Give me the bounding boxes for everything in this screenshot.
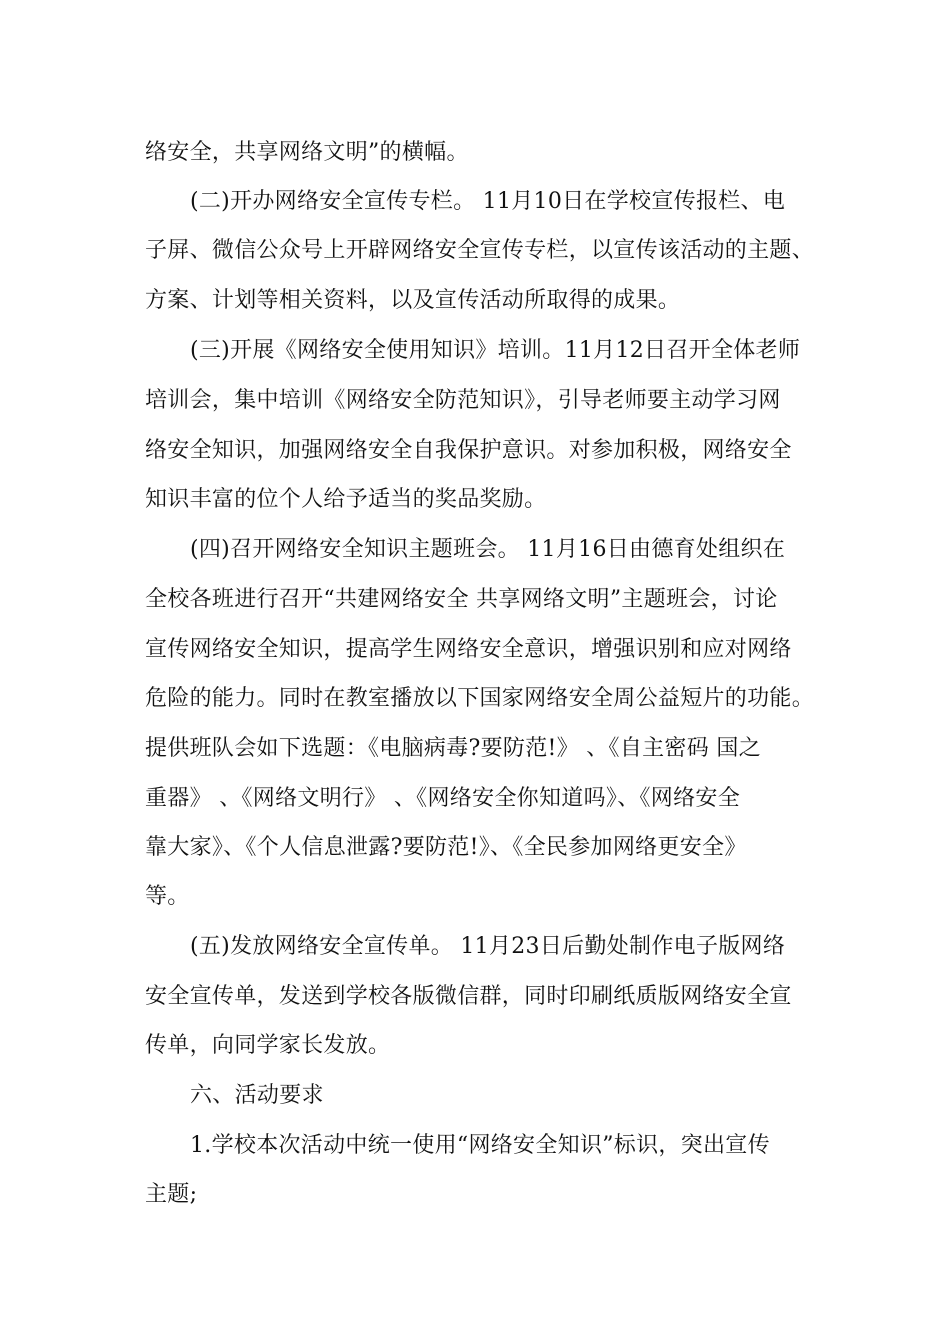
text-line: 络安全，共享网络文明”的横幅。 [145, 140, 469, 165]
text-line: 安全宣传单，发送到学校各版微信群，同时印刷纸质版网络安全宣 [145, 984, 792, 1009]
text-line: 知识丰富的位个人给予适当的奖品奖励。 [145, 487, 547, 512]
text-line: (三)开展《网络安全使用知识》培训。11月12日召开全体老师 [190, 338, 801, 363]
section-heading: 六、活动要求 [190, 1083, 324, 1108]
text-line: 络安全知识，加强网络安全自我保护意识。对参加积极，网络安全 [145, 438, 792, 463]
text-line: 危险的能力。同时在教室播放以下国家网络安全周公益短片的功能。 [145, 686, 815, 711]
text-line: 重器》 、《网络文明行》 、《网络安全你知道吗》、《网络安全 [145, 786, 740, 811]
text-line: 方案、计划等相关资料，以及宣传活动所取得的成果。 [145, 288, 681, 313]
text-line: 靠大家》、《个人信息泄露?要防范!》、《全民参加网络更安全》 [145, 835, 747, 860]
text-line: (四)召开网络安全知识主题班会。 11月16日由德育处组织在 [190, 537, 786, 562]
text-line: 宣传网络安全知识，提高学生网络安全意识，增强识别和应对网络 [145, 637, 792, 662]
text-line: 传单，向同学家长发放。 [145, 1033, 391, 1058]
text-line: 主题; [145, 1182, 198, 1207]
text-line: 子屏、微信公众号上开辟网络安全宣传专栏，以宣传该活动的主题、 [145, 238, 815, 263]
text-line: 1.学校本次活动中统一使用“网络安全知识”标识，突出宣传 [190, 1133, 770, 1158]
text-line: 全校各班进行召开“共建网络安全 共享网络文明”主题班会，讨论 [145, 587, 778, 612]
text-line: (五)发放网络安全宣传单。 11月23日后勤处制作电子版网络 [190, 934, 786, 959]
text-line: 培训会，集中培训《网络安全防范知识》，引导老师要主动学习网 [145, 388, 781, 413]
text-line: (二)开办网络安全宣传专栏。 11月10日在学校宣传报栏、电 [190, 189, 786, 214]
text-line: 等。 [145, 884, 190, 909]
text-line: 提供班队会如下选题：《电脑病毒?要防范!》 、《自主密码 国之 [145, 736, 761, 761]
